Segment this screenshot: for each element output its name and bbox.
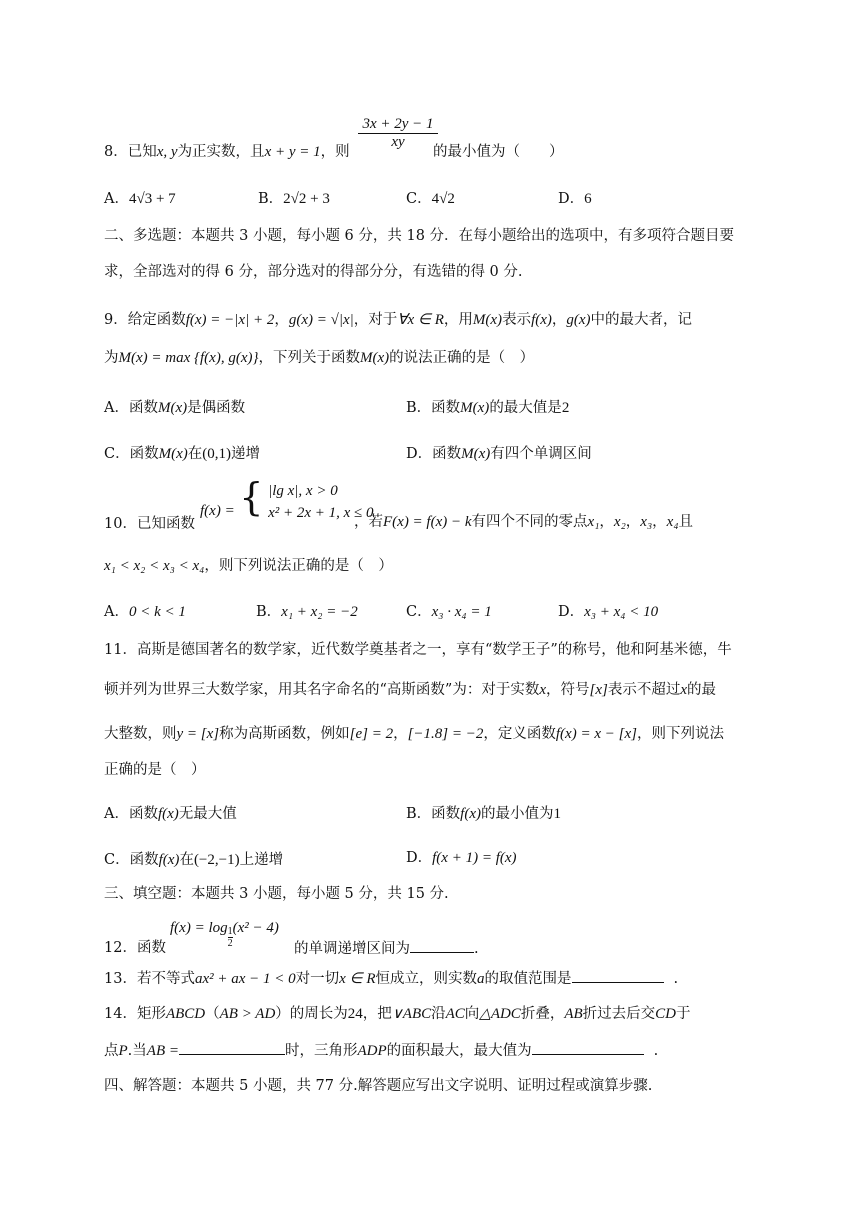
q13-text: 对一切	[295, 971, 340, 987]
option-tail: 在	[187, 446, 203, 462]
q9-option-c	[104, 444, 260, 464]
q13-label: 13．若不等式	[104, 971, 195, 987]
option-label: B．	[258, 191, 284, 207]
q11-option-c	[104, 850, 283, 870]
option-label: D．	[558, 604, 585, 620]
q9-sep: ，	[551, 312, 567, 328]
q9-text: 的说法正确的是（ ）	[389, 350, 535, 366]
q11-text: 大整数，则	[104, 726, 177, 742]
q9-sep: ，	[274, 312, 289, 328]
option-tail: 的最小值为	[480, 806, 554, 822]
q9-forall: ∀x ∈ R	[397, 312, 444, 328]
q9-fx: f(x)	[531, 312, 552, 328]
q12-line	[104, 938, 166, 958]
q11-text: 顿并列为世界三大数学家，用其名字命名的“高斯函数”为：对于实数	[104, 682, 540, 698]
q8-label: 8．已知	[104, 144, 157, 160]
q10-zero: x₂	[613, 514, 626, 530]
q14-text: 向	[464, 1006, 480, 1022]
q10-option-b	[256, 602, 358, 622]
q10-fx: f(x) =	[200, 503, 235, 519]
q14-text: .当	[127, 1043, 147, 1059]
q14-answer-blank-max[interactable]	[532, 1040, 644, 1055]
q11-line1: 11．高斯是德国著名的数学家，近代数学奠基者之一，享有“数学王子”的称号，他和阿基米德，牛	[104, 642, 732, 658]
q14-line2	[104, 1040, 658, 1061]
option-extra: 1	[553, 806, 561, 822]
q13-ineq: ax² + ax − 1 < 0	[194, 971, 296, 987]
q10-sep: ，	[652, 514, 667, 530]
q8-stem	[104, 142, 350, 162]
q9-option-b	[406, 398, 569, 418]
q13-answer-blank[interactable]	[572, 968, 664, 983]
brace-icon: {	[239, 475, 264, 519]
option-interval: (−2,−1)	[193, 852, 240, 868]
q14-adp: ADP	[357, 1043, 387, 1059]
q14-text: ）的周长为	[275, 1006, 348, 1022]
q11-text: ，定义函数	[483, 726, 556, 742]
q9-mx: M(x)	[359, 350, 390, 366]
q9-m-def: M(x) = max {f(x), g(x)}	[118, 350, 259, 366]
q12-arg: (x² − 4)	[232, 920, 279, 936]
q14-text: 时，三角形	[284, 1043, 358, 1059]
option-label: A．	[104, 191, 129, 207]
q13-text: 的取值范围是	[484, 971, 572, 987]
q11-text: ，符号	[546, 682, 590, 698]
q9-line1	[104, 310, 692, 330]
option-label: C．	[406, 604, 432, 620]
q8-option-b	[258, 189, 330, 209]
q14-adc: △ADC	[479, 1006, 521, 1022]
q9-label: 9．给定函数	[104, 312, 186, 328]
q12-base-num: 1	[227, 926, 233, 937]
q12-base-den: 2	[227, 938, 233, 949]
option-math: f(x + 1) = f(x)	[432, 850, 517, 866]
q11-example-n: [−1.8] = −2	[407, 726, 484, 742]
option-label: D．函数	[406, 446, 462, 462]
q13-end: .	[673, 971, 679, 987]
option-tail: 在	[179, 852, 194, 868]
section4-heading: 四、解答题：本题共 5 小题，共 77 分.解答题应写出文字说明、证明过程或演算步骤.	[104, 1078, 653, 1094]
q8-option-c	[406, 189, 455, 209]
q14-cond: AB > AD	[219, 1006, 276, 1022]
q9-text: ，对于	[353, 312, 398, 328]
q13-cond: x ∈ R	[339, 971, 376, 987]
option-value: 2√2 + 3	[283, 191, 330, 207]
q10-text: 且	[678, 514, 694, 530]
q11-text: 称为高斯函数，例如	[219, 726, 350, 742]
option-value: x₃ · x₄ = 1	[431, 604, 492, 620]
option-math: f(x)	[157, 806, 179, 822]
q14-text: 折叠，	[520, 1006, 565, 1022]
q14-text: 沿	[431, 1006, 446, 1022]
option-math: f(x)	[158, 852, 180, 868]
option-label: B．函数	[406, 806, 461, 822]
option-value: 0 < k < 1	[128, 604, 186, 620]
q10-zero: x₁	[587, 514, 600, 530]
option-extra: 2	[561, 400, 570, 416]
q11-bracket: [x]	[589, 682, 608, 698]
q11-y: y = [x]	[176, 726, 220, 742]
q9-text: ，下列关于函数	[258, 350, 360, 366]
q11-x: x	[539, 682, 546, 698]
q10-zero: x₄	[666, 514, 679, 530]
option-math: M(x)	[460, 400, 490, 416]
option-math: M(x)	[158, 446, 188, 462]
q11-sep: ，	[393, 726, 408, 742]
q14-line1	[104, 1004, 691, 1024]
option-tail: 递增	[231, 446, 261, 462]
q14-end: .	[653, 1043, 659, 1059]
q14-num: 24	[347, 1006, 363, 1022]
q8-tail: 的最小值为（ ）	[433, 144, 564, 160]
q8-option-d	[558, 189, 592, 209]
q14-p: P	[118, 1043, 128, 1059]
q11-text: 的最	[687, 682, 717, 698]
q11-x: x	[680, 682, 688, 698]
section2-line1: 二、多选题：本题共 3 小题，每小题 6 分，共 18 分．在每小题给出的选项中，有多项符合题目要	[104, 228, 735, 244]
q11-option-d	[406, 848, 517, 868]
q9-g-def: g(x) = √|x|	[288, 312, 354, 328]
q12-end: .	[474, 941, 479, 957]
q10-option-d	[558, 602, 658, 622]
q14-answer-blank-ab[interactable]	[179, 1040, 285, 1055]
q10-f-def: F(x) = f(x) − k	[383, 514, 472, 530]
option-label: C．函数	[104, 852, 159, 868]
q14-text: （	[205, 1006, 220, 1022]
q14-ac: AC	[445, 1006, 465, 1022]
q10-sep: ，	[625, 514, 641, 530]
option-label: B．函数	[406, 400, 461, 416]
option-label: D．	[406, 850, 433, 866]
q10-piecewise	[200, 475, 374, 524]
q8-text-c: ，则	[320, 144, 350, 160]
q11-text: ，则下列说法	[636, 726, 724, 742]
option-value: x₁ + x₂ = −2	[281, 604, 358, 620]
q14-ab-eq: AB =	[146, 1043, 179, 1059]
q8-fraction	[358, 116, 438, 151]
option-math: M(x)	[157, 400, 188, 416]
option-label: A．函数	[104, 400, 158, 416]
option-tail: 无最大值	[178, 806, 237, 822]
q10-option-a	[104, 602, 186, 622]
q10-case1: |lg x|, x > 0	[268, 483, 338, 499]
q10-order: x₁ < x₂ < x₃ < x₄	[104, 558, 205, 574]
q14-abc: ∨ABC	[391, 1006, 432, 1022]
q14-text: 的面积最大，最大值为	[386, 1043, 532, 1059]
option-label: D．	[558, 191, 585, 207]
q8-vars: x, y	[156, 144, 178, 160]
q14-text: 折过去后交	[582, 1006, 656, 1022]
q8-cond: x + y = 1	[264, 144, 321, 160]
q10-line1-tail	[354, 512, 693, 532]
q14-ab: AB	[564, 1006, 583, 1022]
q11-line3	[104, 724, 724, 744]
option-label: B．	[256, 604, 282, 620]
q13-a: a	[477, 971, 485, 987]
q11-f-def: f(x) = x − [x]	[555, 726, 637, 742]
option-value: 4√2	[431, 191, 455, 207]
q9-mx: M(x)	[472, 312, 503, 328]
q11-line2	[104, 680, 716, 700]
q14-abcd: ABCD	[165, 1006, 206, 1022]
option-value: 6	[584, 191, 592, 207]
q9-f-def: f(x) = −|x| + 2	[185, 312, 275, 328]
option-math: M(x)	[461, 446, 491, 462]
q11-option-a	[104, 804, 237, 824]
q14-text: ，把	[362, 1006, 392, 1022]
option-label: A．	[104, 604, 129, 620]
q12-answer-blank[interactable]	[410, 938, 474, 953]
q10-text: ，则下列说法正确的是（ ）	[204, 558, 393, 574]
option-value: 4√3 + 7	[128, 191, 176, 207]
q13-line	[104, 968, 678, 989]
q12-label: 12．函数	[104, 940, 166, 956]
q10-case2: x² + 2x + 1, x ≤ 0	[268, 505, 374, 521]
q10-sep: ，	[599, 514, 614, 530]
section3-heading: 三、填空题：本题共 3 小题，每小题 5 分，共 15 分.	[104, 886, 449, 902]
q9-option-a	[104, 398, 245, 418]
q11-example-e: [e] = 2	[349, 726, 394, 742]
option-tail: 是偶函数	[187, 400, 246, 416]
q12-f-def: f(x) = log	[170, 920, 228, 936]
q10-label: 10．已知函数	[104, 516, 195, 532]
q8-frac-den: xy	[391, 134, 405, 150]
option-value: x₃ + x₄ < 10	[584, 604, 659, 620]
q11-line4: 正确的是（ ）	[104, 762, 206, 778]
q9-gx: g(x)	[566, 312, 591, 328]
q14-text: 于	[676, 1006, 691, 1022]
q14-label: 14．矩形	[104, 1006, 166, 1022]
q13-text: 恒成立，则实数	[375, 971, 478, 987]
q10-option-c	[406, 602, 492, 622]
q10-line2	[104, 556, 393, 576]
option-label: C．函数	[104, 446, 159, 462]
q14-cd: CD	[655, 1006, 676, 1022]
q9-option-d	[406, 444, 592, 464]
q12-tail	[294, 938, 479, 959]
q9-text: 中的最大者，记	[590, 312, 693, 328]
q10-zero: x₃	[640, 514, 653, 530]
option-interval: (0,1)	[202, 446, 232, 462]
q8-option-a	[104, 189, 176, 209]
option-tail: 的最大值是	[489, 400, 562, 416]
section2-line2: 求，全部选对的得 6 分，部分选对的得部分分，有选错的得 0 分.	[104, 264, 523, 280]
q12-formula	[170, 918, 279, 949]
q12-text: 的单调递增区间为	[294, 941, 410, 957]
q14-text: 点	[104, 1043, 119, 1059]
option-math: f(x)	[460, 806, 481, 822]
q8-frac-num: 3x + 2y − 1	[358, 116, 438, 134]
q9-text: 为	[104, 350, 119, 366]
option-label: A．函数	[104, 806, 158, 822]
q8-text-b: 为正实数，且	[177, 144, 265, 160]
option-tail: 有四个单调区间	[490, 446, 592, 462]
option-tail: 上递增	[239, 852, 284, 868]
q9-text: ，用	[443, 312, 473, 328]
q11-option-b	[406, 804, 561, 824]
q9-text: 表示	[502, 312, 532, 328]
q11-text: 表示不超过	[607, 682, 681, 698]
q10-text: 有四个不同的零点	[471, 514, 588, 530]
q9-line2	[104, 348, 534, 368]
q10-text: ，若	[354, 514, 383, 530]
option-label: C．	[406, 191, 432, 207]
